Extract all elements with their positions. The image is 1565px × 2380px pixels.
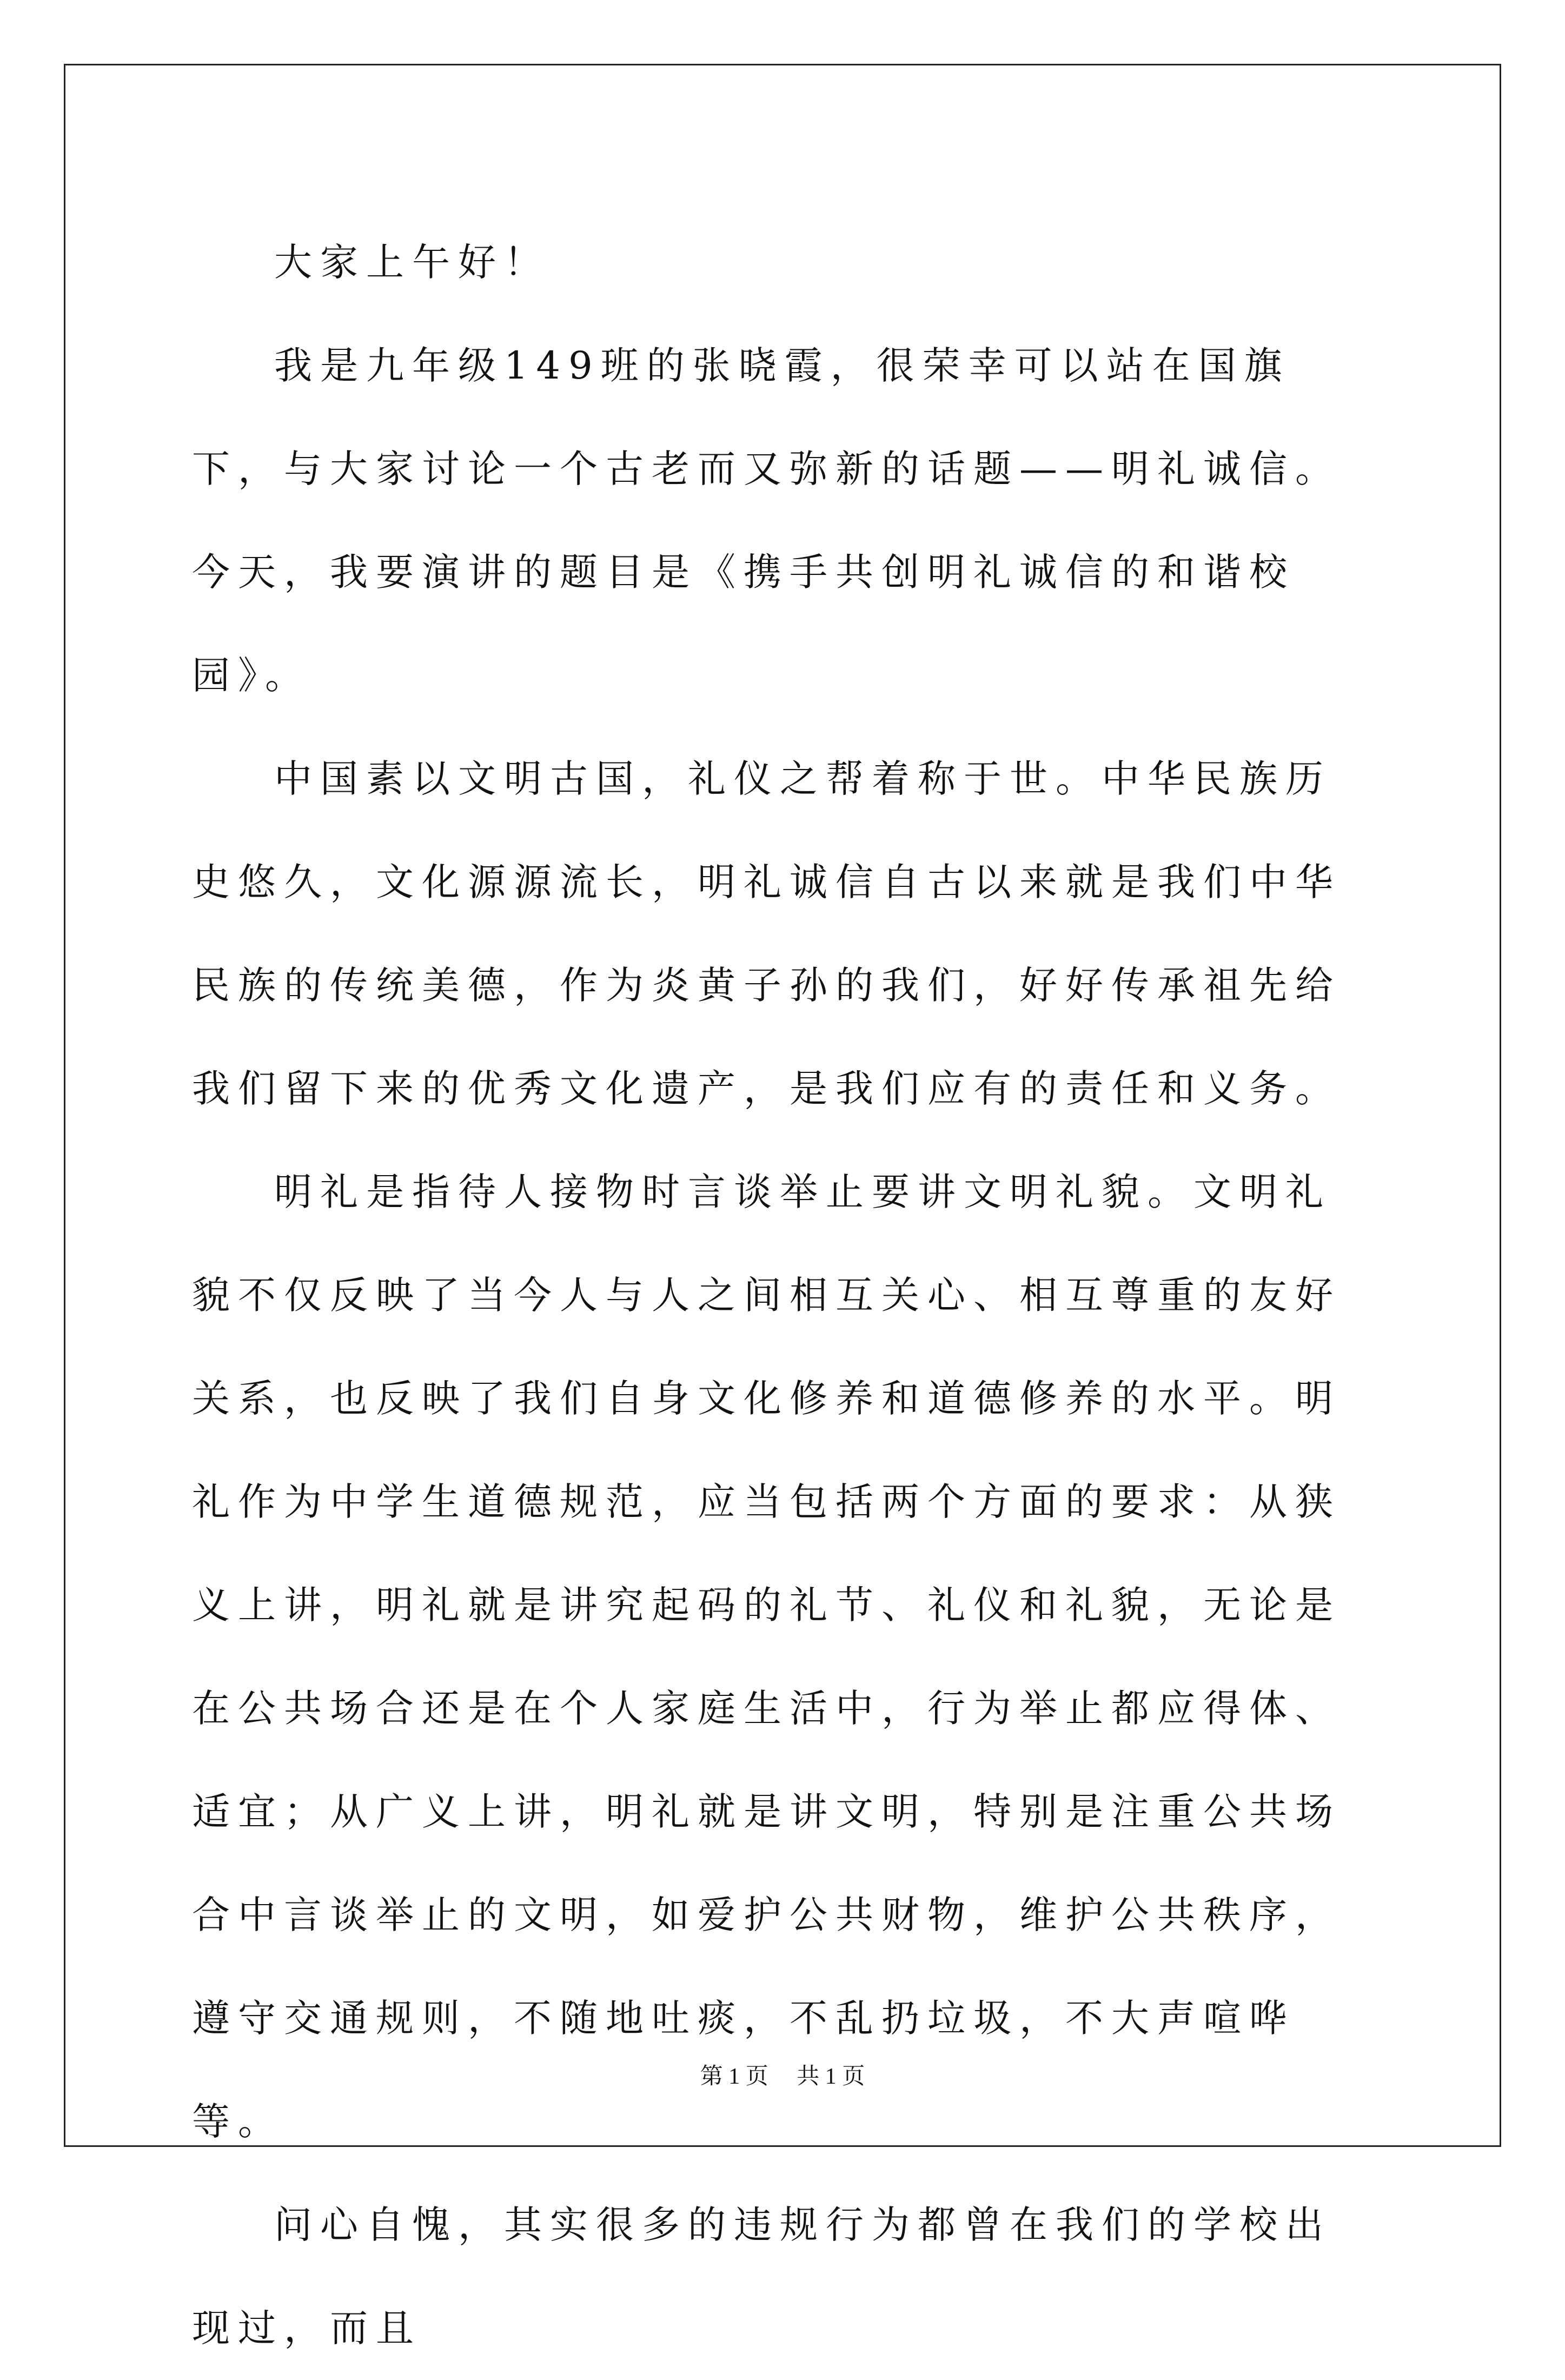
page-footer (0, 2060, 1565, 2093)
paragraph-introduction: 我是九年级149班的张晓霞，很荣幸可以站在国旗下，与大家讨论一个古老而又弥新的话题——明礼诚信。今天，我要演讲的题目是《携手共创明礼诚信的和谐校园》。 (192, 343, 1341, 698)
page-number: 第 1 页 共 1 页 (700, 2064, 865, 2089)
paragraph-greeting: 大家上午好！ (274, 240, 550, 284)
document-body (192, 211, 1376, 2380)
paragraph-chinese-tradition: 中国素以文明古国，礼仪之帮着称于世。中华民族历史悠久，文化源源流长，明礼诚信自古以来就是我们中华民族的传统美德，作为炎黄子孙的我们，好好传承祖先给我们留下来的优秀文化遗产，是我们应有的责任和义务。 (192, 757, 1341, 1111)
paragraph-self-reflection: 问心自愧，其实很多的违规行为都曾在我们的学校出现过，而且 (192, 2203, 1331, 2350)
paragraph-courtesy-definition: 明礼是指待人接物时言谈举止要讲文明礼貌。文明礼貌不仅反映了当今人与人之间相互关心、相互尊重的友好关系，也反映了我们自身文化修养和道德修养的水平。明礼作为中学生道德规范，应当包括两个方面的要求：从狭义上讲，明礼就是讲究起码的礼节、礼仪和礼貌，无论是在公共场合还是在个人家庭生活中，行为举止都应得体、适宜；从广义上讲，明礼就是讲文明，特别是注重公共场合中言谈举止的文明，如爱护公共财物，维护公共秩序，遵守交通规则，不随地吐痰，不乱扔垃圾，不大声喧哗等。 (192, 1170, 1341, 2144)
